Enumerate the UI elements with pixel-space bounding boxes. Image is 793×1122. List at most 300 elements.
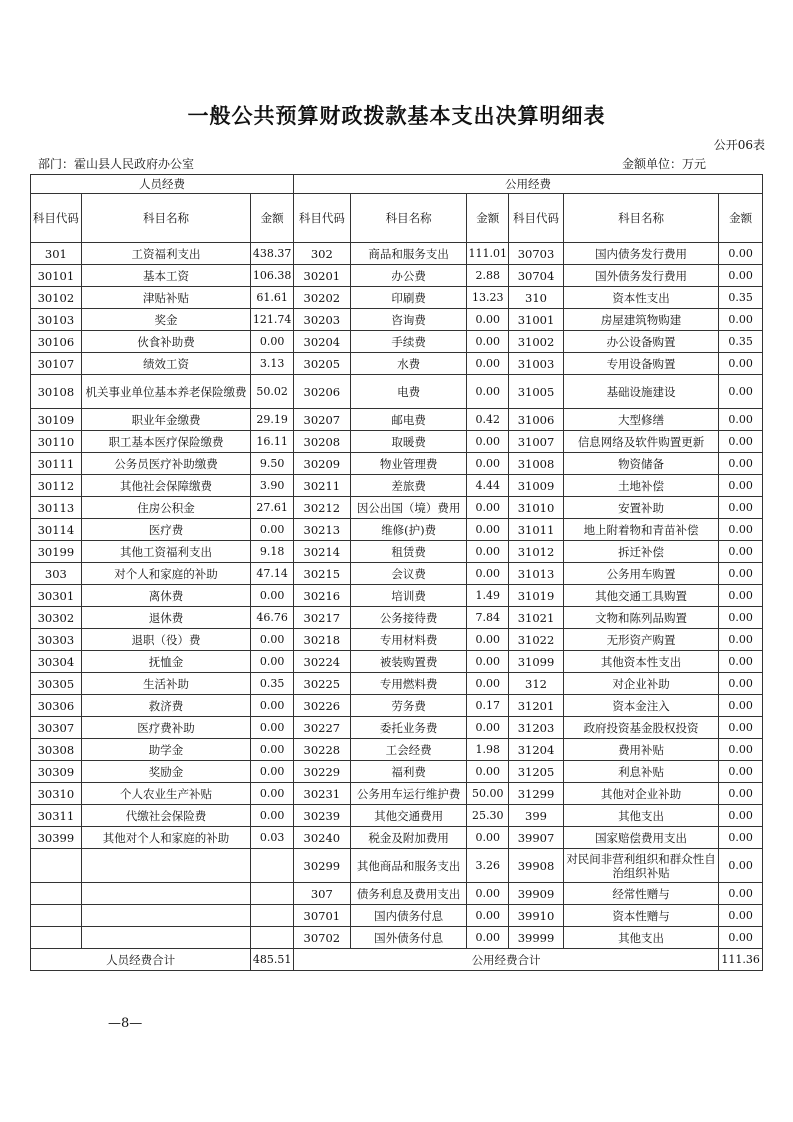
table-row xyxy=(31,541,763,563)
cell-name: 会议费 xyxy=(350,563,467,585)
table-row xyxy=(31,827,763,849)
cell-name: 离休费 xyxy=(81,585,251,607)
cell-code: 39910 xyxy=(509,905,564,927)
cell-code: 310 xyxy=(509,287,564,309)
cell-amount: 0.00 xyxy=(719,783,763,805)
cell-amount: 111.01 xyxy=(467,243,509,265)
cell-code: 31006 xyxy=(509,409,564,431)
cell-code: 31002 xyxy=(509,331,564,353)
table-row xyxy=(31,927,763,949)
cell-code: 30108 xyxy=(31,375,82,409)
cell-amount: 29.19 xyxy=(251,409,294,431)
cell-code: 31007 xyxy=(509,431,564,453)
cell-code: 30226 xyxy=(293,695,350,717)
cell-amount: 0.00 xyxy=(719,409,763,431)
cell-code: 31201 xyxy=(509,695,564,717)
cell-name: 住房公积金 xyxy=(81,497,251,519)
cell-amount: 121.74 xyxy=(251,309,294,331)
cell-code: 30217 xyxy=(293,607,350,629)
table-row xyxy=(31,431,763,453)
cell-code: 39907 xyxy=(509,827,564,849)
cell-amount: 0.00 xyxy=(719,927,763,949)
cell-amount: 0.35 xyxy=(719,331,763,353)
cell-name xyxy=(81,849,251,883)
cell-name: 培训费 xyxy=(350,585,467,607)
cell-amount: 0.00 xyxy=(467,431,509,453)
cell-amount: 0.00 xyxy=(719,431,763,453)
cell-name: 退休费 xyxy=(81,607,251,629)
cell-amount: 0.00 xyxy=(719,375,763,409)
cell-amount: 0.00 xyxy=(467,309,509,331)
public-total-label: 公用经费合计 xyxy=(293,949,718,971)
public-total-value: 111.36 xyxy=(719,949,763,971)
table-row xyxy=(31,849,763,883)
cell-name: 对企业补助 xyxy=(563,673,718,695)
cell-amount xyxy=(251,883,294,905)
cell-code: 30702 xyxy=(293,927,350,949)
cell-code: 31022 xyxy=(509,629,564,651)
cell-name: 国内债务发行费用 xyxy=(563,243,718,265)
cell-code: 307 xyxy=(293,883,350,905)
cell-name: 专用燃料费 xyxy=(350,673,467,695)
header-amount: 金额 xyxy=(719,194,763,243)
cell-name: 大型修缮 xyxy=(563,409,718,431)
cell-amount: 27.61 xyxy=(251,497,294,519)
cell-name: 其他对个人和家庭的补助 xyxy=(81,827,251,849)
header-code: 科目代码 xyxy=(293,194,350,243)
cell-amount: 0.00 xyxy=(467,717,509,739)
column-header-row xyxy=(31,194,763,243)
cell-code: 30216 xyxy=(293,585,350,607)
cell-amount: 0.00 xyxy=(251,651,294,673)
cell-code: 39999 xyxy=(509,927,564,949)
cell-amount: 0.00 xyxy=(251,783,294,805)
page-number: —8— xyxy=(108,1016,143,1031)
cell-code: 30305 xyxy=(31,673,82,695)
header-code: 科目代码 xyxy=(509,194,564,243)
cell-amount: 0.00 xyxy=(719,585,763,607)
cell-code xyxy=(31,927,82,949)
cell-amount: 0.00 xyxy=(467,541,509,563)
cell-amount: 9.18 xyxy=(251,541,294,563)
cell-amount: 0.00 xyxy=(251,761,294,783)
cell-name: 安置补助 xyxy=(563,497,718,519)
cell-amount: 0.35 xyxy=(251,673,294,695)
cell-code: 31299 xyxy=(509,783,564,805)
cell-code: 30301 xyxy=(31,585,82,607)
cell-name: 水费 xyxy=(350,353,467,375)
cell-amount: 106.38 xyxy=(251,265,294,287)
cell-code: 30240 xyxy=(293,827,350,849)
cell-amount: 0.00 xyxy=(719,607,763,629)
cell-amount: 0.00 xyxy=(467,927,509,949)
table-row xyxy=(31,309,763,331)
cell-code: 31001 xyxy=(509,309,564,331)
cell-code: 30211 xyxy=(293,475,350,497)
cell-name: 其他交通工具购置 xyxy=(563,585,718,607)
cell-code: 39908 xyxy=(509,849,564,883)
header-name: 科目名称 xyxy=(350,194,467,243)
cell-amount: 0.00 xyxy=(719,805,763,827)
cell-amount: 1.98 xyxy=(467,739,509,761)
cell-amount: 0.00 xyxy=(251,739,294,761)
table-row xyxy=(31,375,763,409)
cell-amount: 0.35 xyxy=(719,287,763,309)
table-row xyxy=(31,905,763,927)
cell-name: 国内债务付息 xyxy=(350,905,467,927)
cell-amount: 0.00 xyxy=(251,805,294,827)
cell-amount: 0.00 xyxy=(719,651,763,673)
form-number: 公开06表 xyxy=(713,138,765,152)
header-amount: 金额 xyxy=(467,194,509,243)
cell-code: 30199 xyxy=(31,541,82,563)
cell-code: 30207 xyxy=(293,409,350,431)
cell-code: 30215 xyxy=(293,563,350,585)
cell-code: 30114 xyxy=(31,519,82,541)
cell-name: 差旅费 xyxy=(350,475,467,497)
cell-name: 医疗费补助 xyxy=(81,717,251,739)
table-row xyxy=(31,287,763,309)
cell-code: 30703 xyxy=(509,243,564,265)
cell-name: 手续费 xyxy=(350,331,467,353)
table-row xyxy=(31,761,763,783)
cell-code: 30228 xyxy=(293,739,350,761)
cell-name: 商品和服务支出 xyxy=(350,243,467,265)
personnel-total-label: 人员经费合计 xyxy=(31,949,251,971)
cell-code: 31011 xyxy=(509,519,564,541)
cell-name: 邮电费 xyxy=(350,409,467,431)
cell-name: 其他商品和服务支出 xyxy=(350,849,467,883)
cell-amount: 0.00 xyxy=(467,497,509,519)
cell-amount: 0.00 xyxy=(719,519,763,541)
cell-code: 399 xyxy=(509,805,564,827)
table-row xyxy=(31,519,763,541)
table-row xyxy=(31,695,763,717)
cell-amount: 50.00 xyxy=(467,783,509,805)
cell-amount: 0.00 xyxy=(719,243,763,265)
cell-amount: 0.00 xyxy=(719,761,763,783)
cell-name: 医疗费 xyxy=(81,519,251,541)
section-header-row xyxy=(31,175,763,194)
cell-name: 委托业务费 xyxy=(350,717,467,739)
cell-code: 30704 xyxy=(509,265,564,287)
cell-name: 拆迁补偿 xyxy=(563,541,718,563)
cell-amount: 0.00 xyxy=(251,585,294,607)
cell-code: 31008 xyxy=(509,453,564,475)
cell-code: 30306 xyxy=(31,695,82,717)
cell-amount: 25.30 xyxy=(467,805,509,827)
cell-code: 30113 xyxy=(31,497,82,519)
table-row xyxy=(31,717,763,739)
cell-code: 30109 xyxy=(31,409,82,431)
table-row xyxy=(31,563,763,585)
cell-name xyxy=(81,905,251,927)
cell-code: 30311 xyxy=(31,805,82,827)
header-name: 科目名称 xyxy=(81,194,251,243)
expenditure-detail-table xyxy=(30,174,763,971)
cell-code: 30229 xyxy=(293,761,350,783)
cell-name: 资本金注入 xyxy=(563,695,718,717)
cell-name: 基础设施建设 xyxy=(563,375,718,409)
cell-amount: 0.00 xyxy=(719,453,763,475)
cell-name: 津贴补贴 xyxy=(81,287,251,309)
cell-code: 30227 xyxy=(293,717,350,739)
cell-code: 30299 xyxy=(293,849,350,883)
cell-name: 取暖费 xyxy=(350,431,467,453)
cell-amount: 1.49 xyxy=(467,585,509,607)
cell-amount: 0.42 xyxy=(467,409,509,431)
cell-amount: 50.02 xyxy=(251,375,294,409)
cell-name: 公务用车运行维护费 xyxy=(350,783,467,805)
cell-code: 31013 xyxy=(509,563,564,585)
cell-name: 公务接待费 xyxy=(350,607,467,629)
cell-code: 30214 xyxy=(293,541,350,563)
cell-name: 助学金 xyxy=(81,739,251,761)
cell-name xyxy=(81,883,251,905)
cell-amount: 61.61 xyxy=(251,287,294,309)
cell-code xyxy=(31,849,82,883)
cell-name: 职工基本医疗保险缴费 xyxy=(81,431,251,453)
table-row xyxy=(31,453,763,475)
cell-code: 30302 xyxy=(31,607,82,629)
table-row xyxy=(31,739,763,761)
cell-amount: 0.00 xyxy=(251,695,294,717)
cell-amount: 7.84 xyxy=(467,607,509,629)
cell-amount: 0.00 xyxy=(719,695,763,717)
cell-code: 31021 xyxy=(509,607,564,629)
cell-code xyxy=(31,905,82,927)
cell-amount: 47.14 xyxy=(251,563,294,585)
table-row xyxy=(31,353,763,375)
table-row xyxy=(31,409,763,431)
cell-name: 其他支出 xyxy=(563,805,718,827)
cell-name: 办公费 xyxy=(350,265,467,287)
cell-name: 公务员医疗补助缴费 xyxy=(81,453,251,475)
cell-amount: 3.26 xyxy=(467,849,509,883)
page-title: 一般公共预算财政拨款基本支出决算明细表 xyxy=(187,104,606,128)
table-row xyxy=(31,331,763,353)
cell-code: 30701 xyxy=(293,905,350,927)
cell-name: 工资福利支出 xyxy=(81,243,251,265)
cell-code: 30213 xyxy=(293,519,350,541)
cell-name: 政府投资基金股权投资 xyxy=(563,717,718,739)
cell-name: 资本性支出 xyxy=(563,287,718,309)
cell-name: 物资储备 xyxy=(563,453,718,475)
header-code: 科目代码 xyxy=(31,194,82,243)
cell-amount: 0.00 xyxy=(467,519,509,541)
cell-code: 30208 xyxy=(293,431,350,453)
cell-code: 30231 xyxy=(293,783,350,805)
cell-amount: 46.76 xyxy=(251,607,294,629)
cell-amount: 0.00 xyxy=(719,629,763,651)
cell-name: 因公出国（境）费用 xyxy=(350,497,467,519)
cell-amount: 0.00 xyxy=(251,629,294,651)
table-row xyxy=(31,585,763,607)
table-row xyxy=(31,673,763,695)
cell-name: 其他交通费用 xyxy=(350,805,467,827)
cell-code: 31012 xyxy=(509,541,564,563)
table-row xyxy=(31,883,763,905)
cell-name: 公务用车购置 xyxy=(563,563,718,585)
cell-name: 电费 xyxy=(350,375,467,409)
cell-name: 基本工资 xyxy=(81,265,251,287)
cell-name: 其他社会保障缴费 xyxy=(81,475,251,497)
cell-amount: 0.00 xyxy=(251,331,294,353)
cell-name: 伙食补助费 xyxy=(81,331,251,353)
cell-code: 30304 xyxy=(31,651,82,673)
cell-name: 绩效工资 xyxy=(81,353,251,375)
cell-amount: 0.00 xyxy=(467,673,509,695)
cell-name: 国外债务发行费用 xyxy=(563,265,718,287)
cell-amount: 0.00 xyxy=(467,375,509,409)
cell-code: 30307 xyxy=(31,717,82,739)
cell-amount: 4.44 xyxy=(467,475,509,497)
cell-name: 信息网络及软件购置更新 xyxy=(563,431,718,453)
table-row xyxy=(31,629,763,651)
cell-name: 奖励金 xyxy=(81,761,251,783)
cell-amount: 0.00 xyxy=(719,673,763,695)
cell-amount: 0.00 xyxy=(719,739,763,761)
cell-amount xyxy=(251,905,294,927)
cell-name: 咨询费 xyxy=(350,309,467,331)
cell-name xyxy=(81,927,251,949)
cell-code: 31019 xyxy=(509,585,564,607)
cell-name: 资本性赠与 xyxy=(563,905,718,927)
cell-name: 被装购置费 xyxy=(350,651,467,673)
cell-code: 30209 xyxy=(293,453,350,475)
cell-code: 30212 xyxy=(293,497,350,519)
cell-name: 无形资产购置 xyxy=(563,629,718,651)
cell-code: 30239 xyxy=(293,805,350,827)
cell-amount: 0.00 xyxy=(719,849,763,883)
cell-code: 303 xyxy=(31,563,82,585)
cell-name: 专用设备购置 xyxy=(563,353,718,375)
cell-amount: 0.00 xyxy=(719,717,763,739)
cell-amount: 13.23 xyxy=(467,287,509,309)
cell-code: 30309 xyxy=(31,761,82,783)
cell-amount xyxy=(251,927,294,949)
cell-name: 退职（役）费 xyxy=(81,629,251,651)
cell-name: 福利费 xyxy=(350,761,467,783)
cell-name: 职业年金缴费 xyxy=(81,409,251,431)
cell-code: 30107 xyxy=(31,353,82,375)
cell-amount: 0.00 xyxy=(251,717,294,739)
cell-amount: 438.37 xyxy=(251,243,294,265)
cell-amount: 0.00 xyxy=(719,475,763,497)
cell-code: 30203 xyxy=(293,309,350,331)
cell-name: 专用材料费 xyxy=(350,629,467,651)
table-row xyxy=(31,651,763,673)
cell-code: 30101 xyxy=(31,265,82,287)
table-row xyxy=(31,607,763,629)
cell-amount: 0.00 xyxy=(719,883,763,905)
cell-code: 30205 xyxy=(293,353,350,375)
cell-code: 31003 xyxy=(509,353,564,375)
cell-code: 30103 xyxy=(31,309,82,331)
cell-amount: 0.03 xyxy=(251,827,294,849)
cell-amount: 0.00 xyxy=(719,563,763,585)
table-row xyxy=(31,783,763,805)
cell-amount: 0.00 xyxy=(467,761,509,783)
totals-row xyxy=(31,949,763,971)
cell-name: 办公设备购置 xyxy=(563,331,718,353)
cell-code: 31099 xyxy=(509,651,564,673)
table-row xyxy=(31,475,763,497)
table-row xyxy=(31,805,763,827)
cell-name: 其他支出 xyxy=(563,927,718,949)
cell-code: 30204 xyxy=(293,331,350,353)
cell-code: 30308 xyxy=(31,739,82,761)
cell-name: 其他资本性支出 xyxy=(563,651,718,673)
cell-amount: 0.00 xyxy=(467,353,509,375)
cell-amount: 0.00 xyxy=(467,331,509,353)
cell-amount: 0.00 xyxy=(467,905,509,927)
cell-amount: 0.17 xyxy=(467,695,509,717)
table-row xyxy=(31,265,763,287)
cell-code: 31009 xyxy=(509,475,564,497)
cell-code: 31010 xyxy=(509,497,564,519)
cell-code: 30112 xyxy=(31,475,82,497)
cell-code: 31205 xyxy=(509,761,564,783)
cell-name: 房屋建筑物购建 xyxy=(563,309,718,331)
cell-amount: 0.00 xyxy=(467,563,509,585)
cell-code: 39909 xyxy=(509,883,564,905)
cell-name: 文物和陈列品购置 xyxy=(563,607,718,629)
cell-code: 30106 xyxy=(31,331,82,353)
cell-name: 国家赔偿费用支出 xyxy=(563,827,718,849)
cell-code: 30110 xyxy=(31,431,82,453)
cell-name: 机关事业单位基本养老保险缴费 xyxy=(81,375,251,409)
cell-amount: 0.00 xyxy=(719,497,763,519)
cell-amount: 0.00 xyxy=(719,541,763,563)
cell-amount: 0.00 xyxy=(251,519,294,541)
cell-name: 费用补贴 xyxy=(563,739,718,761)
cell-name: 奖金 xyxy=(81,309,251,331)
cell-name: 救济费 xyxy=(81,695,251,717)
cell-amount: 0.00 xyxy=(719,309,763,331)
cell-amount: 0.00 xyxy=(719,827,763,849)
cell-code: 30201 xyxy=(293,265,350,287)
cell-code: 30202 xyxy=(293,287,350,309)
cell-name: 地上附着物和青苗补偿 xyxy=(563,519,718,541)
cell-name: 对民间非营利组织和群众性自治组织补贴 xyxy=(563,849,718,883)
cell-code: 30206 xyxy=(293,375,350,409)
cell-amount: 3.13 xyxy=(251,353,294,375)
cell-name: 抚恤金 xyxy=(81,651,251,673)
cell-amount: 0.00 xyxy=(719,353,763,375)
cell-amount: 3.90 xyxy=(251,475,294,497)
cell-code: 31005 xyxy=(509,375,564,409)
cell-amount: 9.50 xyxy=(251,453,294,475)
cell-name: 税金及附加费用 xyxy=(350,827,467,849)
cell-name: 国外债务付息 xyxy=(350,927,467,949)
cell-name: 工会经费 xyxy=(350,739,467,761)
header-name: 科目名称 xyxy=(563,194,718,243)
cell-amount: 0.00 xyxy=(467,883,509,905)
cell-code: 30399 xyxy=(31,827,82,849)
cell-code: 30310 xyxy=(31,783,82,805)
cell-name: 其他工资福利支出 xyxy=(81,541,251,563)
cell-name: 生活补助 xyxy=(81,673,251,695)
cell-amount xyxy=(251,849,294,883)
cell-code: 30102 xyxy=(31,287,82,309)
cell-amount: 0.00 xyxy=(719,265,763,287)
cell-code: 312 xyxy=(509,673,564,695)
cell-amount: 0.00 xyxy=(719,905,763,927)
cell-name: 对个人和家庭的补助 xyxy=(81,563,251,585)
cell-amount: 2.88 xyxy=(467,265,509,287)
cell-amount: 0.00 xyxy=(467,629,509,651)
